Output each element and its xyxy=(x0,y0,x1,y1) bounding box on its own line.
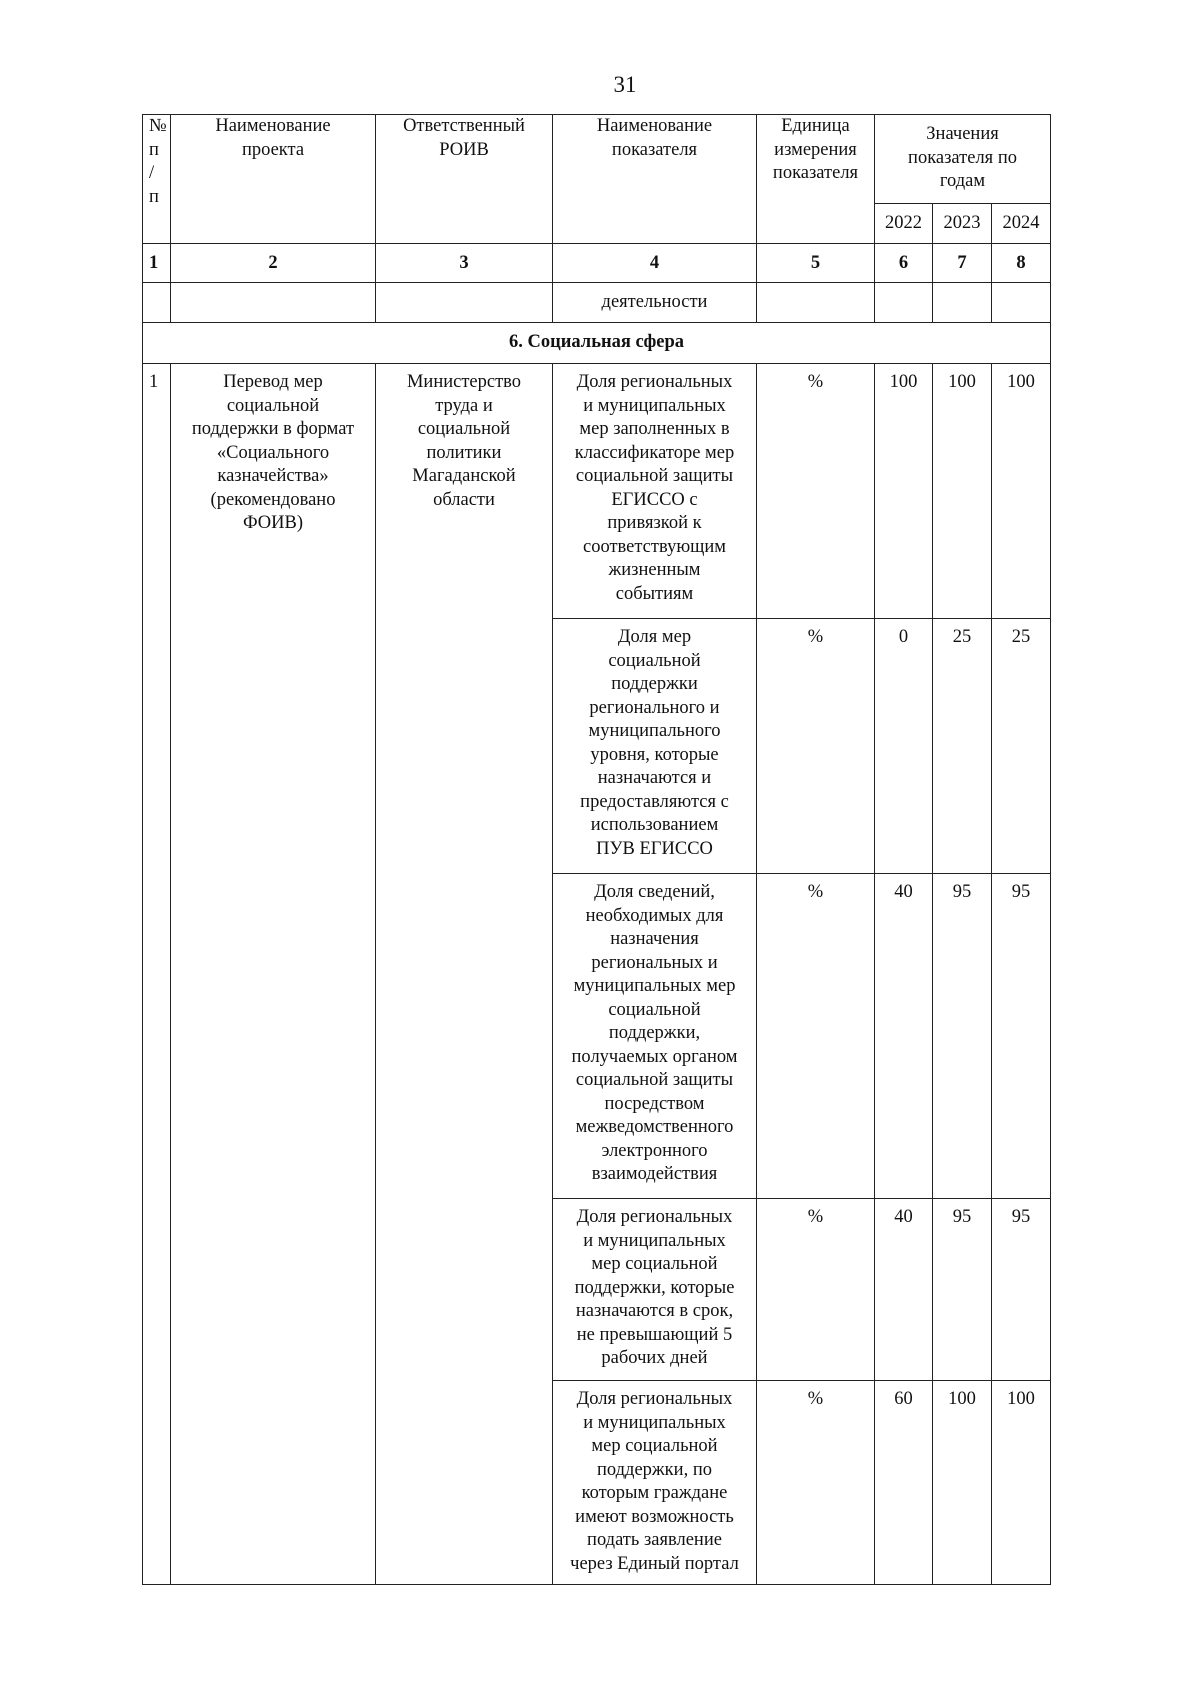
empty-cell xyxy=(992,283,1051,323)
project-number: 1 xyxy=(143,364,171,1585)
empty-cell xyxy=(875,283,933,323)
indicator-value-2024: 95 xyxy=(992,874,1051,1199)
indicator-value-2023: 100 xyxy=(933,1381,992,1585)
indicator-unit: % xyxy=(757,364,875,619)
header-unit-label: Единица измерения показателя xyxy=(772,116,859,183)
column-numbers-row xyxy=(143,244,1051,283)
indicator-name xyxy=(553,1199,757,1381)
column-number: 1 xyxy=(143,244,171,283)
project-roiv xyxy=(376,364,553,1585)
column-number: 5 xyxy=(757,244,875,283)
indicator-unit: % xyxy=(757,619,875,874)
indicator-value-2023: 95 xyxy=(933,874,992,1199)
header-roiv-label: Ответственный РОИВ xyxy=(403,116,525,160)
header-year-2023: 2023 xyxy=(933,204,992,244)
indicator-unit: % xyxy=(757,1199,875,1381)
header-project xyxy=(171,115,376,244)
header-year-2024: 2024 xyxy=(992,204,1051,244)
header-values xyxy=(875,115,1051,204)
indicator-value-2024: 100 xyxy=(992,364,1051,619)
empty-cell xyxy=(171,283,376,323)
indicator-value-2022: 100 xyxy=(875,364,933,619)
indicator-value-2023: 95 xyxy=(933,1199,992,1381)
indicator-name-text: Доля региональных и муниципальных мер заполненных в классификаторе мер социальной защиты ЕГИССО с привязкой к соответствующим жизненным событиям xyxy=(574,372,735,604)
column-number: 8 xyxy=(992,244,1051,283)
indicator-name-text: Доля мер социальной поддержки регионального и муниципального уровня, которые назначаются и предоставляются с использованием ПУВ ЕГИССО xyxy=(580,627,729,859)
indicator-name-text: Доля региональных и муниципальных мер социальной поддержки, по которым граждане имеют возможность подать заявление через Единый портал xyxy=(570,1389,739,1574)
indicator-unit: % xyxy=(757,874,875,1199)
header-indicator-label: Наименование показателя xyxy=(596,116,713,160)
header-roiv xyxy=(376,115,553,244)
column-number: 4 xyxy=(553,244,757,283)
empty-cell xyxy=(143,283,171,323)
indicator-name-text: Доля сведений, необходимых для назначения региональных и муниципальных мер социальной поддержки, получаемых органом социальной защиты посредством межведомственного электронного взаимодействия xyxy=(571,882,738,1184)
header-num xyxy=(143,115,171,244)
continuation-row xyxy=(143,283,1051,323)
indicator-value-2022: 60 xyxy=(875,1381,933,1585)
section-title: 6. Социальная сфера xyxy=(143,323,1051,364)
header-unit xyxy=(757,115,875,244)
indicator-name xyxy=(553,1381,757,1585)
indicator-name xyxy=(553,364,757,619)
table-row xyxy=(143,364,1051,619)
project-name xyxy=(171,364,376,1585)
project-name-text: Перевод мер социальной поддержки в формат «Социального казначейства» (рекомендовано ФОИВ) xyxy=(191,372,355,533)
indicator-value-2024: 95 xyxy=(992,1199,1051,1381)
indicator-value-2022: 40 xyxy=(875,874,933,1199)
empty-cell xyxy=(757,283,875,323)
empty-cell xyxy=(376,283,553,323)
indicator-unit: % xyxy=(757,1381,875,1585)
header-num-label: № п / п xyxy=(149,116,167,207)
indicator-value-2023: 25 xyxy=(933,619,992,874)
column-number: 7 xyxy=(933,244,992,283)
section-row xyxy=(143,323,1051,364)
indicator-value-2023: 100 xyxy=(933,364,992,619)
indicator-value-2024: 25 xyxy=(992,619,1051,874)
header-project-label: Наименование проекта xyxy=(215,116,331,160)
table-header-row xyxy=(143,115,1051,204)
header-year-2022: 2022 xyxy=(875,204,933,244)
indicator-name xyxy=(553,619,757,874)
column-number: 2 xyxy=(171,244,376,283)
indicator-value-2022: 40 xyxy=(875,1199,933,1381)
continued-indicator-text: деятельности xyxy=(553,283,757,323)
header-indicator xyxy=(553,115,757,244)
column-number: 6 xyxy=(875,244,933,283)
indicators-table xyxy=(142,114,1051,1585)
page-number: 31 xyxy=(613,72,637,97)
indicator-name-text: Доля региональных и муниципальных мер социальной поддержки, которые назначаются в срок, не превышающий 5 рабочих дней xyxy=(574,1207,735,1368)
project-roiv-text: Министерство труда и социальной политики Магаданской области xyxy=(406,372,522,510)
header-values-label: Значения показателя по годам xyxy=(908,124,1017,191)
indicator-value-2022: 0 xyxy=(875,619,933,874)
indicator-name xyxy=(553,874,757,1199)
empty-cell xyxy=(933,283,992,323)
indicator-value-2024: 100 xyxy=(992,1381,1051,1585)
column-number: 3 xyxy=(376,244,553,283)
